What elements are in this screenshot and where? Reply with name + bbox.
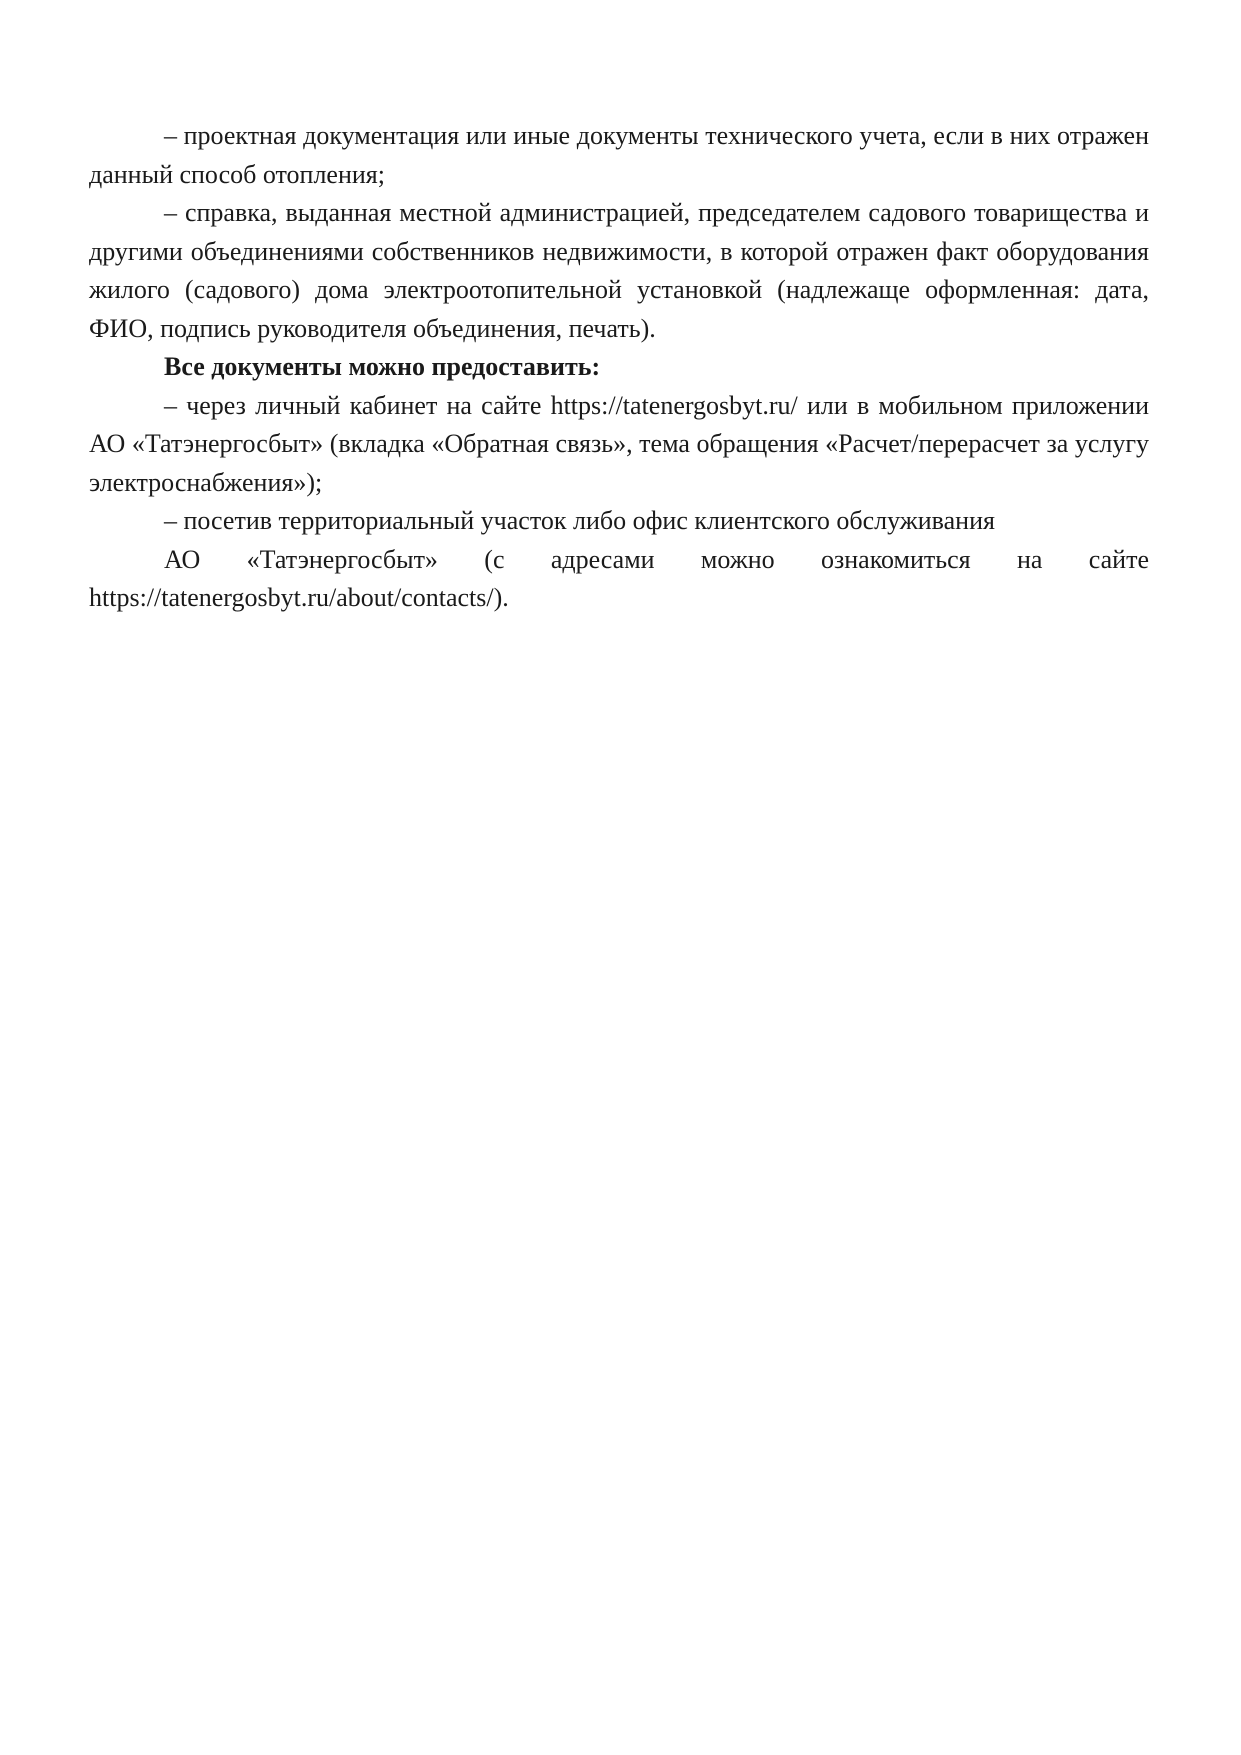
paragraph-addresses: АО «Татэнергосбыт» (с адресами можно ознакомиться на сайте https://tatenergosbyt.ru/about/contacts/).	[89, 544, 1149, 612]
paragraph-certificate: – справка, выданная местной администрацией, председателем садового товарищества и другими объединениями собственников недвижимости, в которой отражен факт оборудования жилого (садового) дома электроотопительной установкой (надлежаще оформленная: дата, ФИО, подпись руководителя объединения, печать).	[89, 198, 1149, 343]
paragraph-project-docs: – проектная документация или иные документы технического учета, если в них отражен данный способ отопления;	[89, 121, 1149, 189]
paragraph-visit-office: – посетив территориальный участок либо офис клиентского обслуживания	[164, 506, 995, 535]
document-body	[89, 117, 1149, 618]
heading-all-documents: Все документы можно предоставить:	[164, 352, 601, 381]
paragraph-via-cabinet: – через личный кабинет на сайте https://tatenergosbyt.ru/ или в мобильном приложении АО «Татэнергосбыт» (вкладка «Обратная связь», тема обращения «Расчет/перерасчет за услугу электроснабжения»);	[89, 390, 1149, 497]
